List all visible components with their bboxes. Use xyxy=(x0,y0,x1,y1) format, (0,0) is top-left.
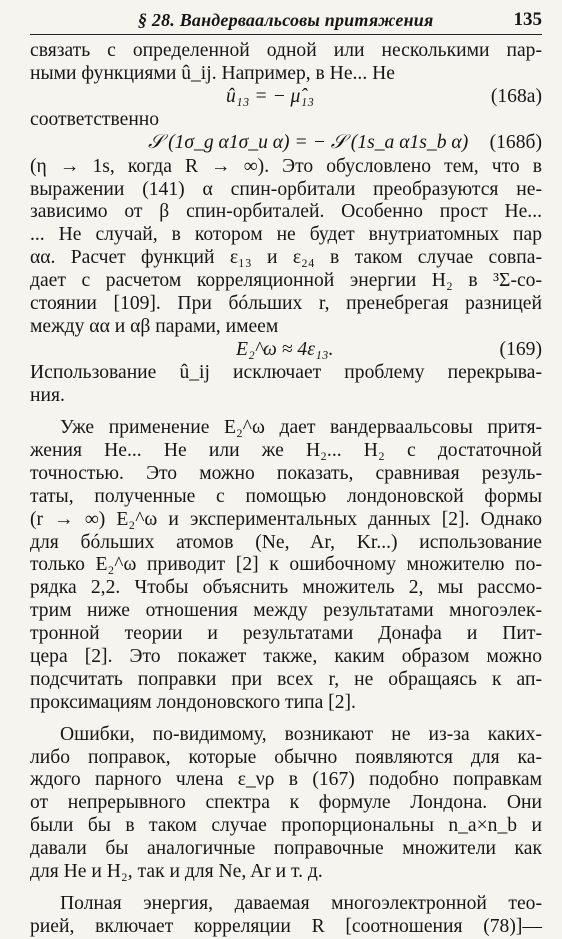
page-body xyxy=(30,40,542,939)
page-header xyxy=(30,6,542,35)
paragraph-gap xyxy=(30,408,542,417)
text-line: цера [2]. Это покажет также, каким образом можно xyxy=(30,645,542,667)
equation xyxy=(30,132,542,156)
equation xyxy=(30,339,542,363)
equation-number: (168б) xyxy=(489,132,542,154)
text-line: жения He... He или же H₂... H₂ с достаточной xyxy=(30,439,542,461)
equation-number: (168a) xyxy=(490,85,542,107)
text-line: давали бы аналогичные поправочные множители как xyxy=(30,838,542,860)
text-line: либо поправок, которые обычно появляются для ка- xyxy=(30,746,542,768)
text-line: ... Не случай, в котором не будет внутриатомных пар xyxy=(30,224,542,246)
paragraph-gap xyxy=(30,715,542,724)
text-line: Использование û_ij исключает проблему перекрыва- xyxy=(30,362,542,384)
text-line: Полная энергия, даваемая многоэлектронной тео- xyxy=(60,892,542,914)
text-line: Уже применение E₂^ω дает вандерваальсовы притя- xyxy=(60,417,542,439)
text-line: связать с определенной одной или несколькими пар- xyxy=(30,40,542,61)
text-line: проксимациям лондоновского типа [2]. xyxy=(30,691,356,713)
equation xyxy=(30,86,542,110)
text-line: ждого парного члена ε_νρ в (167) подобно поправкам xyxy=(30,769,542,791)
text-line: трим ниже отношения между результатами многоэлек- xyxy=(30,600,542,622)
text-line: ния. xyxy=(30,385,65,407)
equation-formula: E₂^ω ≈ 4ε₁₃. xyxy=(236,338,334,360)
paragraph-gap xyxy=(30,884,542,893)
text-line: αα. Расчет функций ε₁₃ и ε₂₄ в таком случае совпа- xyxy=(30,247,542,269)
text-line: точностью. Это можно показать, сравнивая резуль- xyxy=(30,462,542,484)
equation-formula: 𝒮 (1σ_g α1σ_u α) = − 𝒮 (1s_a α1s_b α) xyxy=(148,132,469,154)
text-line: ными функциями û_ij. Например, в He... He xyxy=(30,62,395,84)
text-line: стоянии [109]. При бóльших r, пренебрегая разницей xyxy=(30,293,542,315)
equation-formula: û₁₃ = − μ̂₁₃ xyxy=(226,85,315,107)
text-line: Ошибки, по-видимому, возникают не из-за каких- xyxy=(60,723,542,745)
text-line: выражении (141) α спин-орбитали преобразуются не- xyxy=(30,178,542,200)
text-line: (r → ∞) E₂^ω и экспериментальных данных [2]. Однако xyxy=(30,508,542,530)
text-line: соответственно xyxy=(30,109,160,131)
text-line: только E₂^ω приводит [2] к ошибочному множителю по- xyxy=(30,554,542,576)
text-line: (η → 1s, когда R → ∞). Это обусловлено тем, что в xyxy=(30,155,542,177)
text-line: рядка 2,2. Чтобы объяснить множитель 2, мы рассмо- xyxy=(30,577,542,599)
text-line: зависимо от β спин-орбиталей. Особенно прост He... xyxy=(30,201,542,223)
text-line: дает с расчетом корреляционной энергии H₂ в ³Σ-со- xyxy=(30,270,542,292)
text-line: таты, полученные с помощью лондоновской формы xyxy=(30,485,542,507)
text-line: для He и H₂, так и для Ne, Ar и т. д. xyxy=(30,861,323,882)
page-number: 135 xyxy=(513,9,542,30)
running-head: § 28. Вандерваальсовы притяжения xyxy=(138,10,434,30)
equation-number: (169) xyxy=(499,338,542,360)
text-line: от непрерывного спектра к формуле Лондона. Они xyxy=(30,792,542,814)
text-line: подсчитать поправки при всех r, не обращаясь к ап- xyxy=(30,668,542,690)
text-line: тронной теории и результатами Донафа и Пит- xyxy=(30,623,542,645)
text-line: для бóльших атомов (Ne, Ar, Kr...) использование xyxy=(30,531,542,553)
text-line: рией, включает корреляции R [соотношения (78)]— xyxy=(30,915,542,937)
text-line: между αα и αβ парами, имеем xyxy=(30,315,279,337)
text-line: были бы в таком случае пропорциональны n_a×n_b и xyxy=(30,815,542,837)
